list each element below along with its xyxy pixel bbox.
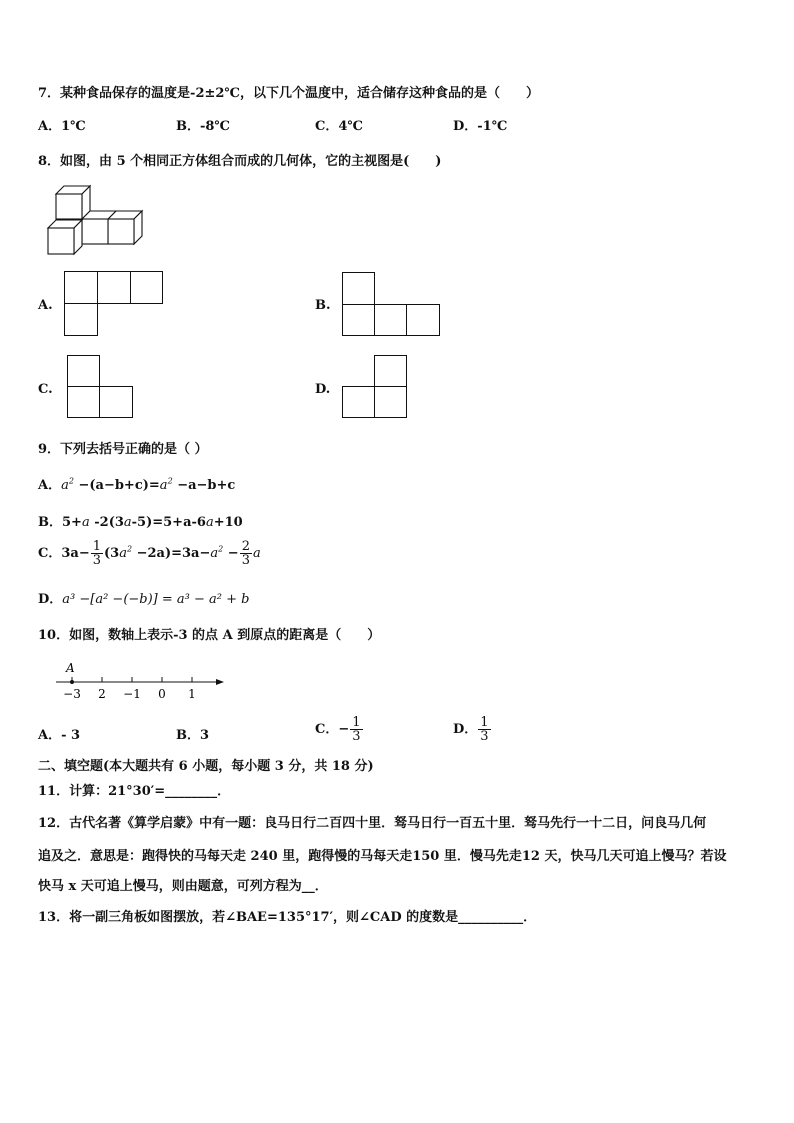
q9-stem: 9．下列去括号正确的是（ ）: [38, 442, 208, 457]
q9-b-part3: -5)=5+a-6: [131, 515, 206, 530]
q9-c-fraction-2: $\frac{2}{3}$: [241, 539, 250, 568]
q9-c-fraction-1: $\frac{1}{3}$: [92, 539, 102, 568]
q9-b-part1: 5+: [62, 515, 82, 530]
q10-option-d[interactable]: [453, 716, 492, 743]
view-square: [342, 304, 375, 336]
view-square: [67, 386, 100, 418]
view-square: [406, 304, 440, 336]
view-square: [374, 304, 407, 336]
number-line: [52, 660, 232, 708]
q10-option-b[interactable]: B．3: [176, 728, 210, 743]
q10-c-label: C．−: [315, 722, 350, 737]
q12-line-3: 快马 x 天可追上慢马，则由题意，可列方程为__．: [38, 879, 328, 894]
q9-c-part2: (3: [104, 546, 120, 561]
section-2-heading: 二、填空题(本大题共有 6 小题，每小题 3 分，共 18 分): [38, 759, 374, 774]
q8-option-c-label[interactable]: C.: [38, 382, 53, 397]
q8-stem: 8．如图，由 5 个相同正方体组合而成的几何体，它的主视图是( ): [38, 154, 442, 169]
q9-a-part2: −a−b+c: [177, 478, 236, 493]
q10-option-a[interactable]: A．- 3: [38, 728, 81, 743]
q9-b-part2: -2(3: [94, 515, 124, 530]
q8-option-b-label[interactable]: B.: [315, 298, 331, 313]
view-square: [342, 386, 375, 418]
point-a-label: A: [66, 661, 75, 675]
view-square: [99, 386, 133, 418]
tick-label: 0: [158, 687, 166, 701]
q9-c-part1: 3a−: [61, 546, 90, 561]
q9-a-label: A．: [38, 478, 62, 493]
tick-label: −1: [123, 687, 141, 701]
view-square: [97, 271, 131, 304]
q9-c-part3: −2a)=3a−: [136, 546, 211, 561]
q7-option-d[interactable]: D．-1℃: [453, 119, 508, 134]
q10-d-fraction: $\frac{1}{3}$: [480, 715, 489, 744]
q9-option-b[interactable]: B．5+a -2(3a-5)=5+a-6a+10: [38, 515, 243, 530]
view-square: [64, 271, 98, 304]
q9-option-d[interactable]: [38, 588, 249, 607]
q13-text: 13．将一副三角板如图摆放，若∠BAE=135°17′，则∠CAD 的度数是__________．: [38, 910, 537, 925]
q9-c-label: C．: [38, 546, 62, 561]
q12-line-1: 12．古代名著《算学启蒙》中有一题：良马日行二百四十里．驽马日行一百五十里．驽马先行一十二日，问良马几何: [38, 816, 707, 831]
view-square: [130, 271, 163, 304]
q9-option-c[interactable]: C．3a− $\frac{1}{3}$ $(3a^2 -2a)=3a-a^2$ − $\frac{2}{3}$ a: [38, 539, 261, 568]
q10-option-c[interactable]: [315, 716, 364, 743]
q11-text: 11．计算：21°30′=________．: [38, 784, 231, 799]
view-square: [374, 386, 407, 418]
view-square: [374, 355, 407, 387]
tick-label: −3: [63, 687, 81, 701]
q7-option-a[interactable]: A．1℃: [38, 119, 86, 134]
q7-stem: 7．某种食品保存的温度是-2±2℃，以下几个温度中，适合储存这种食品的是（ ）: [38, 86, 540, 101]
cube-solid-figure: [44, 184, 154, 260]
q10-stem: 10．如图，数轴上表示-3 的点 A 到原点的距离是（ ）: [38, 628, 381, 643]
q10-c-fraction: $\frac{1}{3}$: [352, 715, 361, 744]
q9-c-part4: −: [227, 546, 239, 561]
view-square: [342, 272, 375, 305]
q9-a-var: $a^2$: [61, 476, 74, 493]
q8-option-a-label[interactable]: A.: [38, 298, 53, 313]
q8-option-d-label[interactable]: D.: [315, 382, 331, 397]
tick-label: 2: [98, 687, 106, 701]
q7-option-b[interactable]: B．-8℃: [176, 119, 231, 134]
view-square: [67, 355, 100, 387]
view-square: [64, 303, 98, 336]
q12-line-2: 追及之．意思是：跑得快的马每天走 240 里，跑得慢的马每天走150 里．慢马先走12 天，快马几天可追上慢马？若设: [38, 849, 727, 864]
q7-option-c[interactable]: C．4℃: [315, 119, 363, 134]
q9-d-label: D．: [38, 592, 63, 607]
q9-a-part1: −(a−b+c)=: [78, 478, 160, 493]
q9-b-part4: +10: [213, 515, 243, 530]
q9-d-expression: a³ −[a² −(−b)] = a³ − a² + b: [62, 592, 250, 607]
q9-a-var2: $a^2$: [159, 476, 173, 493]
q9-b-label: B．: [38, 515, 62, 530]
q10-d-label: D．: [453, 722, 478, 737]
tick-label: 1: [188, 687, 196, 701]
q9-option-a[interactable]: [38, 474, 235, 493]
